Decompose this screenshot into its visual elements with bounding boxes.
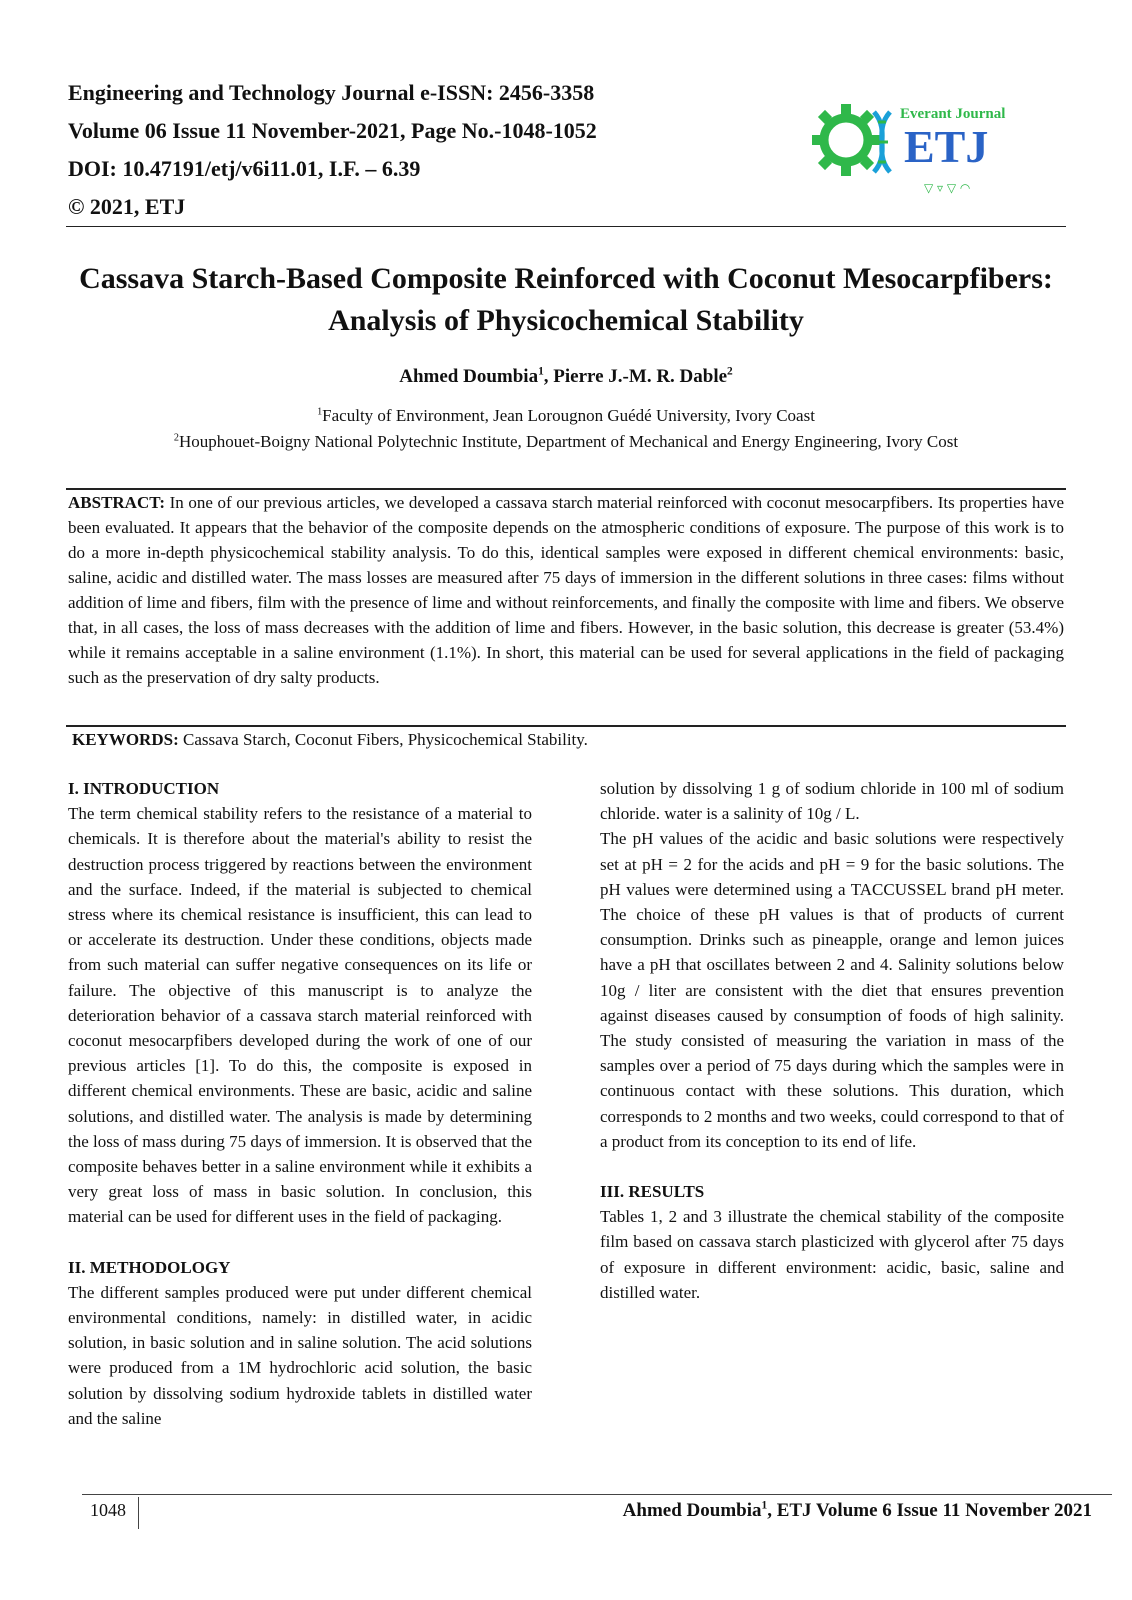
journal-name-line: Engineering and Technology Journal e-ISSN: 2456-3358 bbox=[68, 80, 595, 105]
logo-top-text: Everant Journal bbox=[900, 106, 1006, 122]
abstract-text: In one of our previous articles, we developed a cassava starch material reinforced with coconut mesocarpfibers. Its properties have been evaluated. It appears that the behavior of the composite depends on the atmospheric conditions of exposure. The purpose of this work is to do a more in-depth physicochemical stability analysis. To do this, identical samples were exposed in different chemical environments: basic, saline, acidic and distilled water. The mass losses are measured after 75 days of immersion in the different solutions in three cases: films without addition of lime and fibers, film with the presence of lime and without reinforcements, and finally the composite with lime and fibers. We observe that, in all cases, the loss of mass decreases with the addition of lime and fibers. However, in the basic solution, this decrease is greater (53.4%) while it remains acceptable in a saline environment (1.1%). In short, this material can be used for several applications in the field of packaging such as the preservation of dry salty products. bbox=[68, 493, 1064, 687]
author-separator: , bbox=[543, 366, 554, 387]
right-column bbox=[600, 776, 1064, 1305]
affiliation-1-mark: 1 bbox=[317, 406, 323, 418]
volume-line: Volume 06 Issue 11 November-2021, Page No.-1048-1052 bbox=[68, 118, 597, 143]
paper-title bbox=[60, 258, 1072, 342]
etj-logo bbox=[812, 92, 1022, 200]
journal-header bbox=[68, 74, 597, 226]
methodology-ph-text: The pH values of the acidic and basic solutions were respectively set at pH = 2 for the acids and pH = 9 for the basic solutions. The pH values were determined using a TACCUSSEL brand pH meter. The choice of these pH values is that of products of current consumption. Drinks such as pineapple, orange and lemon juices have a pH that oscillates between 2 and 4. Salinity solutions below 10g / liter are consistent with the diet that ensures prevention against diseases caused by consumption of foods of high salinity. The study consisted of measuring the variation in mass of the samples over a period of 75 days during which the samples were in continuous contact with these solutions. This duration, which corresponds to 2 months and two weeks, could correspond to that of a product from its conception to its end of life. bbox=[600, 829, 1064, 1151]
footer-separator bbox=[138, 1497, 139, 1529]
abstract-label: ABSTRACT: bbox=[68, 493, 165, 512]
doi-line: DOI: 10.47191/etj/v6i11.01, I.F. – 6.39 bbox=[68, 156, 421, 181]
svg-text:▽ ▿ ▽ ◠: ▽ ▿ ▽ ◠ bbox=[924, 181, 971, 195]
affiliation-1-text: Faculty of Environment, Jean Lorougnon Guédé University, Ivory Coast bbox=[322, 406, 815, 425]
left-column bbox=[68, 776, 532, 1431]
affiliation-2-text: Houphouet-Boigny National Polytechnic Institute, Department of Mechanical and Energy Engineering, Ivory Cost bbox=[178, 432, 959, 451]
methodology-text: The different samples produced were put under different chemical environmental conditions, namely: in distilled water, in acidic solution, in basic solution and in saline solution. The acid solutions were produced from a 1M hydrochloric acid solution, the basic solution by dissolving sodium hydroxide tablets in distilled water and the saline bbox=[68, 1282, 532, 1428]
affiliation-2 bbox=[60, 432, 1072, 452]
author-2-affil: 2 bbox=[727, 365, 733, 378]
introduction-text: The term chemical stability refers to the resistance of a material to chemicals. It is therefore about the material's ability to resist the destruction process triggered by reactions between the environment and the surface. Indeed, if the material is subjected to chemical stress where its chemical resistance is insufficient, this can lead to or accelerate its destruction. Under these conditions, objects made from such material can suffer negative consequences on its life or failure. The objective of this manuscript is to analyze the deterioration behavior of a cassava starch material reinforced with coconut mesocarpfibers developed during the work of one of our previous articles [1]. To do this, the composite is exposed in different chemical environments. These are basic, acidic and saline solutions, and distilled water. The analysis is made by determining the loss of mass during 75 days of immersion. It is observed that the composite behaves better in a saline environment while it exhibits a very great loss of mass in basic solution. In conclusion, this material can be used for different uses in the field of packaging. bbox=[68, 804, 532, 1227]
abstract-bottom-rule bbox=[66, 725, 1066, 727]
gear-icon bbox=[812, 104, 880, 176]
affiliation-2-mark: 2 bbox=[173, 432, 179, 444]
author-1: Ahmed Doumbia bbox=[399, 366, 539, 387]
title-line-2: Analysis of Physicochemical Stability bbox=[328, 304, 804, 337]
author-2: Pierre J.-M. R. Dable bbox=[553, 366, 728, 387]
keywords-text: Cassava Starch, Coconut Fibers, Physicochemical Stability. bbox=[178, 730, 588, 749]
footer-citation bbox=[623, 1500, 1092, 1522]
methodology-heading: II. METHODOLOGY bbox=[68, 1257, 231, 1277]
results-text: Tables 1, 2 and 3 illustrate the chemical stability of the composite film based on cassava starch plasticized with glycerol after 75 days of exposure in different environment: acidic, basic, saline and distilled water. bbox=[600, 1207, 1064, 1302]
footer-rule bbox=[82, 1494, 1112, 1495]
copyright-line: © 2021, ETJ bbox=[68, 194, 186, 219]
introduction-heading: I. INTRODUCTION bbox=[68, 779, 220, 798]
footer-author: Ahmed Doumbia bbox=[622, 1500, 762, 1521]
header-divider bbox=[66, 226, 1066, 227]
methodology-continued: solution by dissolving 1 g of sodium chloride in 100 ml of sodium chloride. water is a salinity of 10g / L. bbox=[600, 779, 1064, 824]
footer-volume: , ETJ Volume 6 Issue 11 November 2021 bbox=[767, 1500, 1092, 1521]
author-1-affil: 1 bbox=[538, 365, 544, 378]
title-line-1: Cassava Starch-Based Composite Reinforced with Coconut Mesocarpfibers: bbox=[79, 262, 1053, 295]
footer-author-affil: 1 bbox=[761, 1499, 768, 1512]
author-list bbox=[60, 366, 1072, 388]
abstract bbox=[68, 490, 1064, 690]
results-heading: III. RESULTS bbox=[600, 1182, 705, 1202]
page-number: 1048 bbox=[90, 1500, 126, 1520]
affiliation-1 bbox=[60, 406, 1072, 426]
keywords bbox=[72, 728, 1062, 752]
logo-main-text: ETJ bbox=[904, 121, 989, 172]
keywords-label: KEYWORDS: bbox=[72, 730, 179, 749]
